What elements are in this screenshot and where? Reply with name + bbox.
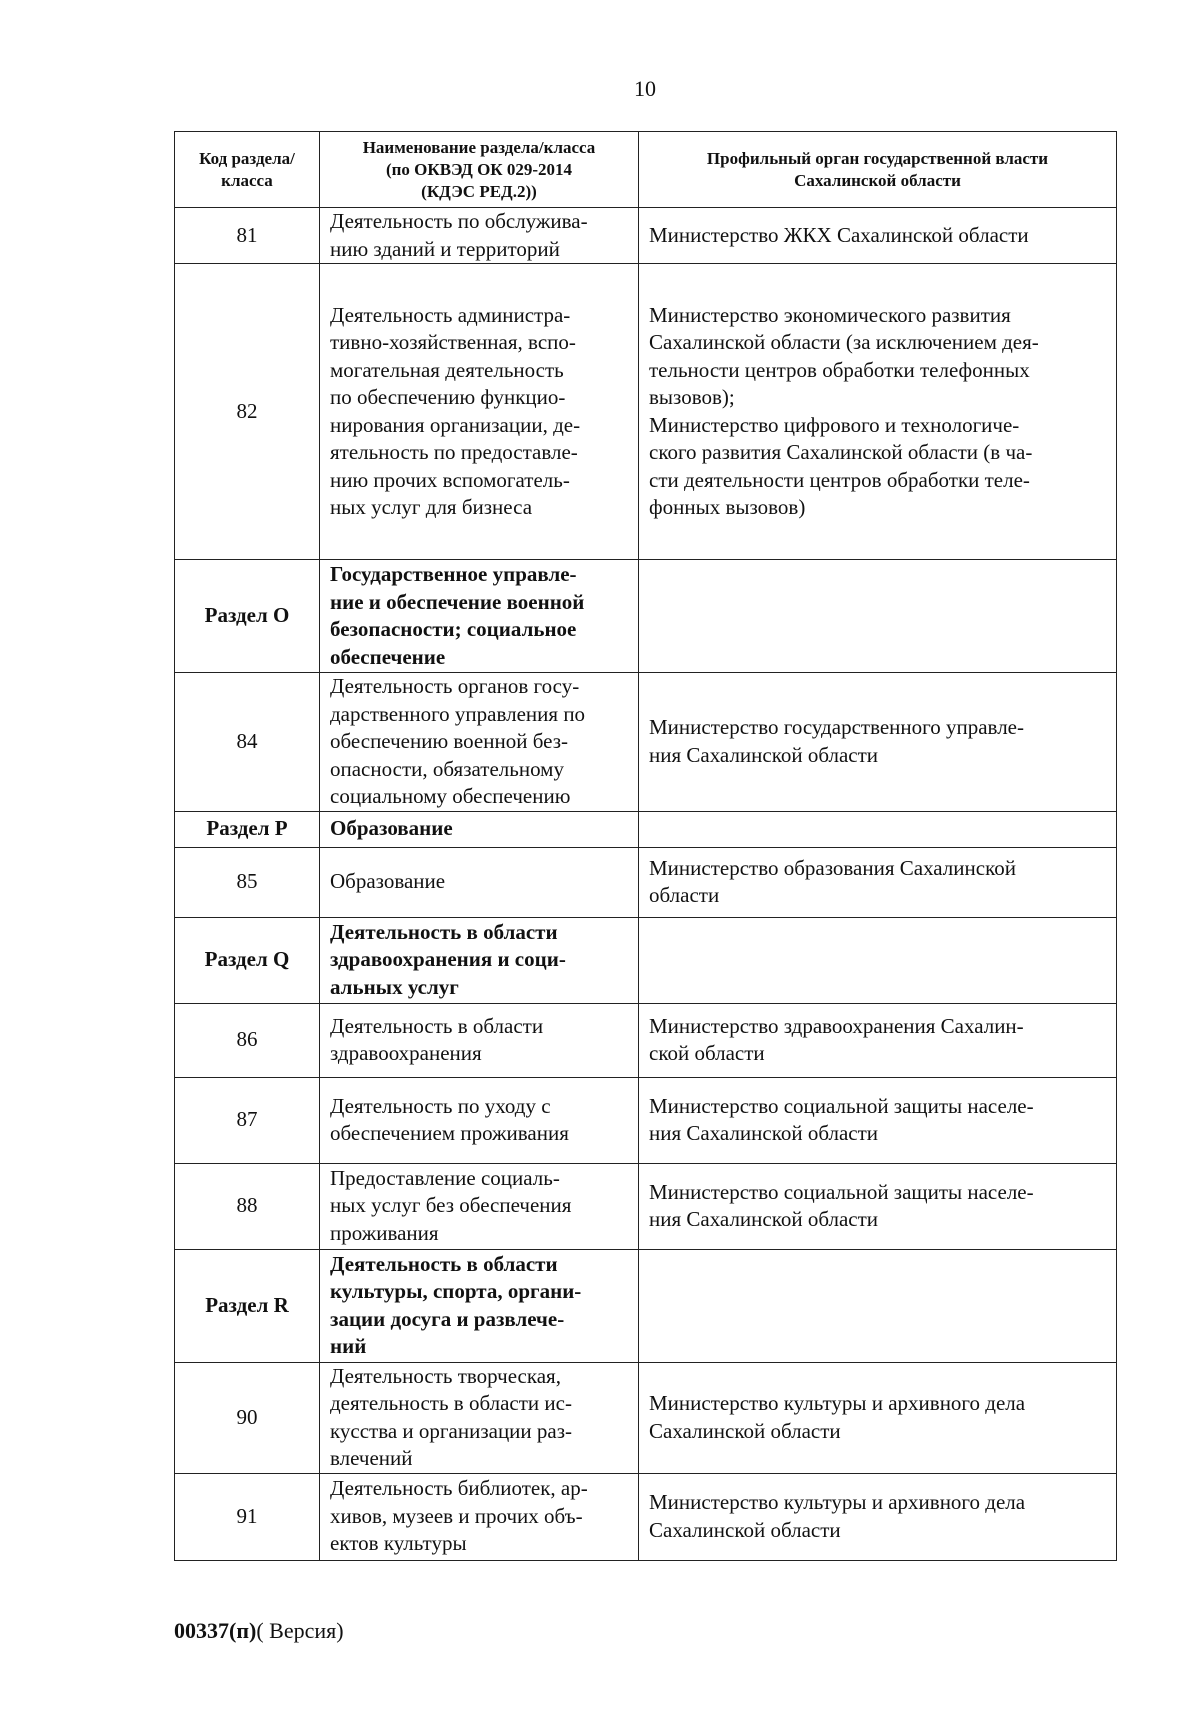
row-name xyxy=(320,1473,639,1560)
row-name-text: Государственное управле- ние и обеспечение военной безопасности; социальное обеспечение xyxy=(330,562,585,669)
row-code xyxy=(175,560,320,673)
table-row xyxy=(175,1003,1117,1077)
section-row xyxy=(175,811,1117,847)
row-name-text: Деятельность администра- тивно-хозяйственная, вспо- могательная деятельность по обеспечению функцио- нирования организации, де- ятельность по предоставле- нию прочих вспомогатель- ных услуг для бизнеса xyxy=(330,302,581,519)
row-organ xyxy=(639,560,1117,673)
row-code xyxy=(175,1362,320,1473)
row-name-text: Деятельность по обслужива- нию зданий и территорий xyxy=(330,209,588,261)
table-row xyxy=(175,1163,1117,1249)
row-code-text: 85 xyxy=(236,869,258,894)
row-organ-text: Министерство образования Сахалинской области xyxy=(649,855,1016,907)
row-code-text: Раздел Р xyxy=(206,816,288,841)
row-name xyxy=(320,1362,639,1473)
row-code xyxy=(175,847,320,917)
header-organ-text: Профильный орган государственной власти Сахалинской области xyxy=(706,148,1049,190)
section-row xyxy=(175,1249,1117,1362)
row-name-text: Деятельность органов госу- дарственного управления по обеспечению военной без- опасности, обязательному социальному обеспечению xyxy=(330,674,586,808)
row-code xyxy=(175,1077,320,1163)
row-organ xyxy=(639,847,1117,917)
row-name xyxy=(320,1249,639,1362)
table-row xyxy=(175,1077,1117,1163)
table-row xyxy=(175,673,1117,812)
row-organ xyxy=(639,673,1117,812)
row-name-text: Образование xyxy=(330,869,446,894)
table-row xyxy=(175,208,1117,264)
footer-version: ( Версия) xyxy=(256,1618,344,1643)
row-code-text: 90 xyxy=(236,1404,258,1429)
row-name-text: Деятельность в области культуры, спорта, органи- зации досуга и развлече- ний xyxy=(330,1251,582,1358)
row-name-text: Образование xyxy=(330,816,453,841)
row-organ xyxy=(639,1163,1117,1249)
row-name xyxy=(320,917,639,1003)
row-name xyxy=(320,264,639,560)
table-row xyxy=(175,1473,1117,1560)
row-code xyxy=(175,208,320,264)
table-body xyxy=(175,208,1117,1561)
row-name-text: Деятельность по уходу с обеспечением проживания xyxy=(330,1093,569,1145)
section-row xyxy=(175,560,1117,673)
row-code xyxy=(175,811,320,847)
row-code-text: 84 xyxy=(236,729,258,753)
header-code-text: Код раздела/ класса xyxy=(199,148,295,190)
row-name xyxy=(320,1163,639,1249)
header-organ xyxy=(639,132,1117,208)
row-name-text: Деятельность в области здравоохранения xyxy=(330,1013,544,1065)
row-organ xyxy=(639,1362,1117,1473)
row-organ xyxy=(639,208,1117,264)
table-row xyxy=(175,264,1117,560)
row-code xyxy=(175,1249,320,1362)
row-name-text: Деятельность творческая, деятельность в области ис- кусства и организации раз- влечений xyxy=(330,1363,573,1470)
row-code xyxy=(175,1163,320,1249)
table-row xyxy=(175,1362,1117,1473)
page-number: 10 xyxy=(634,76,656,101)
row-code-text: 81 xyxy=(236,222,258,247)
row-code-text: 87 xyxy=(236,1107,258,1132)
row-code-text: Раздел Q xyxy=(204,947,290,972)
row-name xyxy=(320,560,639,673)
row-organ xyxy=(639,1249,1117,1362)
row-organ xyxy=(639,1473,1117,1560)
row-organ-text: Министерство культуры и архивного дела Сахалинской области xyxy=(649,1391,1026,1443)
row-code xyxy=(175,1473,320,1560)
row-organ xyxy=(639,811,1117,847)
section-row xyxy=(175,917,1117,1003)
table-header-row xyxy=(175,132,1117,208)
row-name xyxy=(320,1077,639,1163)
row-code xyxy=(175,1003,320,1077)
row-code xyxy=(175,673,320,812)
document-footer xyxy=(174,1618,344,1644)
okved-table xyxy=(174,131,1117,1561)
row-code-text: Раздел О xyxy=(204,603,290,628)
row-code-text: 91 xyxy=(236,1503,258,1528)
header-name xyxy=(320,132,639,208)
row-name xyxy=(320,1003,639,1077)
row-organ xyxy=(639,917,1117,1003)
footer-doc-code: 00337(п) xyxy=(174,1618,257,1643)
row-organ-text: Министерство ЖКХ Сахалинской области xyxy=(649,222,1029,247)
row-name xyxy=(320,673,639,812)
row-organ xyxy=(639,264,1117,560)
row-name xyxy=(320,208,639,264)
row-organ xyxy=(639,1003,1117,1077)
row-code-text: Раздел R xyxy=(205,1292,289,1317)
row-organ-text: Министерство экономического развития Сахалинской области (за исключением дея- тельности центров обработки телефонных вызовов); Министерство цифрового и технологиче- ского развития Сахалинской области (в ча- сти деятельности центров обработки теле- фонных вызовов) xyxy=(649,302,1039,519)
table-row xyxy=(175,847,1117,917)
row-name xyxy=(320,847,639,917)
row-code-text: 86 xyxy=(236,1027,258,1052)
row-name-text: Деятельность в области здравоохранения и соци- альных услуг xyxy=(330,919,566,999)
row-organ xyxy=(639,1077,1117,1163)
row-code-text: 82 xyxy=(236,398,258,423)
row-organ-text: Министерство культуры и архивного дела Сахалинской области xyxy=(649,1490,1026,1542)
row-organ-text: Министерство государственного управле- ния Сахалинской области xyxy=(649,715,1024,767)
row-name-text: Предоставление социаль- ных услуг без обеспечения проживания xyxy=(330,1165,572,1245)
row-code xyxy=(175,917,320,1003)
row-organ-text: Министерство социальной защиты населе- ния Сахалинской области xyxy=(649,1093,1034,1145)
header-name-text: Наименование раздела/класса (по ОКВЭД ОК 029-2014 (КДЭС РЕД.2)) xyxy=(362,137,596,201)
row-name xyxy=(320,811,639,847)
row-organ-text: Министерство здравоохранения Сахалин- ской области xyxy=(649,1013,1024,1065)
row-organ-text: Министерство социальной защиты населе- ния Сахалинской области xyxy=(649,1179,1034,1231)
row-name-text: Деятельность библиотек, ар- хивов, музеев и прочих объ- ектов культуры xyxy=(330,1476,588,1556)
row-code-text: 88 xyxy=(236,1193,258,1218)
row-code xyxy=(175,264,320,560)
header-code xyxy=(175,132,320,208)
